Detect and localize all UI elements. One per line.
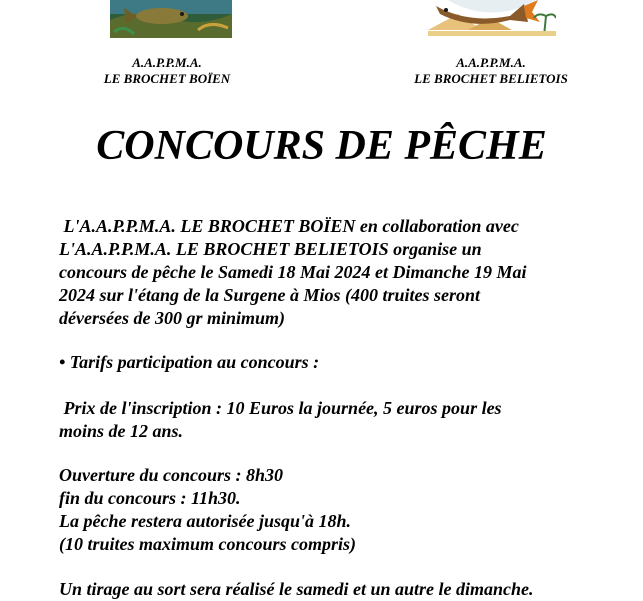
association-belietois-name: LE BROCHET BELIETOIS: [414, 71, 568, 86]
schedule-paragraph: [59, 464, 619, 556]
tarifs-heading: • Tarifs participation au concours :: [59, 352, 320, 372]
association-boien: [82, 55, 252, 87]
page-title: CONCOURS DE PÊCHE: [96, 123, 547, 169]
fish-underwater-logo: [110, 0, 232, 38]
price-line: Prix de l'inscription : 10 Euros la journée, 5 euros pour les: [59, 398, 502, 418]
intro-line: 2024 sur l'étang de la Surgene à Mios (400 truites seront: [59, 285, 481, 305]
intro-paragraph: [59, 215, 619, 330]
association-belietois: [398, 55, 584, 87]
intro-line: concours de pêche le Samedi 18 Mai 2024 et Dimanche 19 Mai: [59, 262, 527, 282]
intro-line: déversées de 300 gr minimum): [59, 308, 285, 328]
schedule-line: Ouverture du concours : 8h30: [59, 465, 284, 485]
schedule-line: La pêche restera autorisée jusqu'à 18h.: [59, 511, 352, 531]
schedule-line: (10 truites maximum concours compris): [59, 534, 357, 554]
schedule-line: fin du concours : 11h30.: [59, 488, 241, 508]
association-boien-acronym: A.A.P.P.M.A.: [132, 55, 202, 70]
price-paragraph: [59, 397, 619, 443]
price-line: moins de 12 ans.: [59, 421, 184, 441]
association-belietois-acronym: A.A.P.P.M.A.: [456, 55, 526, 70]
pike-fish-desert-logo: [428, 0, 556, 36]
intro-line: L'A.A.P.P.M.A. LE BROCHET BOÏEN en collaboration avec: [59, 216, 519, 236]
draw-notice: Un tirage au sort sera réalisé le samedi et un autre le dimanche.: [59, 579, 534, 599]
pike-fish-icon: [428, 0, 556, 36]
association-boien-name: LE BROCHET BOÏEN: [103, 71, 231, 86]
fish-underwater-icon: [110, 0, 232, 38]
intro-line: L'A.A.P.P.M.A. LE BROCHET BELIETOIS organise un: [59, 239, 482, 259]
